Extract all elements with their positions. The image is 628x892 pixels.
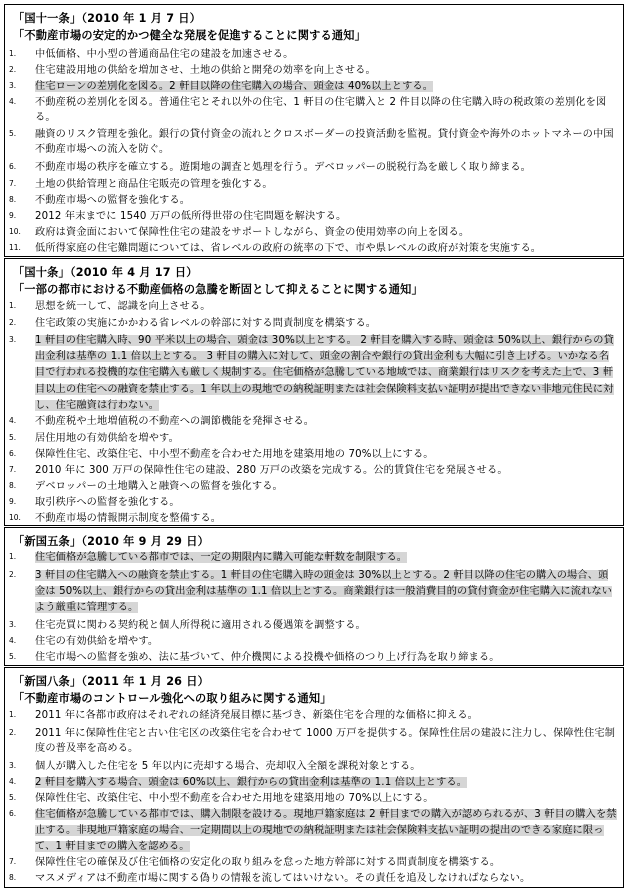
item-text-highlighted: 1 軒目の住宅購入時、90 平米以上の場合、頭金は 30%以上とする。 2 軒目を購入する時、頭金は 50%以上、銀行からの貸出金利は基準の 1.1 倍以上とする。 3 軒目の購入に対して、頭金の割合や銀行の貸出金利も大幅に引き上げる。いかなる名目で行われる投機的な住宅購入も厳しく規制する。住宅価格が急騰している地域では、商業銀行はリスクを考えた上で、3 軒目以上の住宅への融資を禁止する。1 年以上の現地での納税証明または社会保険料支払い証明が提出できない非地元住民に対し、住宅融資は行わない。 xyxy=(35,335,614,411)
item-number: 5. xyxy=(9,793,17,802)
item-number: 2. xyxy=(9,65,17,74)
item-text: 不動産税や土地増値税の不動産への調節機能を発揮させる。 xyxy=(35,416,315,427)
item-number: 10. xyxy=(9,513,21,522)
item-number: 6. xyxy=(9,449,17,458)
item-text: 2011 年に保障性住宅と古い住宅区の改築住宅を合わせて 1000 万戸を提供する。保障性住居の建設に注力し、保障性住宅制度の普及率を高める。 xyxy=(35,728,616,755)
item-number: 5. xyxy=(9,433,17,442)
item-text: 低所得家庭の住宅難問題については、省レベルの政府の統率の下で、市や県レベルの政府が対策を実施する。 xyxy=(35,243,542,254)
item-number: 7. xyxy=(9,857,17,866)
item-number: 5. xyxy=(9,129,17,138)
list-item xyxy=(9,47,617,62)
list-item xyxy=(9,95,617,126)
item-number: 4. xyxy=(9,777,17,786)
item-text: 不動産市場の情報開示制度を整備する。 xyxy=(35,513,222,524)
policy-box-xin-guo-wu-tiao xyxy=(4,527,624,666)
item-number: 8. xyxy=(9,481,17,490)
list-item xyxy=(9,495,617,510)
item-text: 住宅建設用地の供給を増加させ、土地の供給と開発の効率を向上させる。 xyxy=(35,65,376,76)
item-number: 9. xyxy=(9,211,17,220)
item-number: 8. xyxy=(9,873,17,882)
list-item xyxy=(9,127,617,158)
list-item xyxy=(9,791,617,806)
item-text-highlighted: 住宅価格が急騰している都市では、購入制限を設ける。現地戸籍家庭は 2 軒目までの購入が認められるが、3 軒目の購入を禁止する。非現地戸籍家庭の場合、一定期間以上の現地での納税証明または社会保険料支払い証明の提出のできる家庭に限って、1 軒目までの購入を認める。 xyxy=(35,809,617,852)
list-item xyxy=(9,650,617,665)
list-item xyxy=(9,871,617,886)
item-text: 政府は資金面において保障性住宅の建設をサポートしながら、資金の使用効率の向上を図る。 xyxy=(35,227,470,238)
list-item xyxy=(9,726,617,757)
item-text: 住宅売買に関わる契約税と個人所得税に適用される優遇策を調整する。 xyxy=(35,620,366,631)
list-item xyxy=(9,431,617,446)
item-text: 2012 年末までに 1540 万戸の低所得世帯の住宅問題を解決する。 xyxy=(35,211,347,222)
item-number: 8. xyxy=(9,195,17,204)
item-number: 4. xyxy=(9,416,17,425)
list-item xyxy=(9,479,617,494)
item-text-highlighted: 住宅ローンの差別化を図る。2 軒目以降の住宅購入の場合、頭金は 40%以上とする。 xyxy=(35,81,434,92)
list-item xyxy=(9,855,617,870)
policy-box-guo-shiyi-tiao xyxy=(4,4,624,257)
list-item xyxy=(9,634,617,649)
item-text-highlighted: 3 軒目の住宅購入への融資を禁止する。1 軒目の住宅購入時の頭金は 30%以上とする。2 軒目以降の住宅の購入の場合、頭金は 50%以上、銀行からの貸出金利は基準の 1.1 倍以上とする。商業銀行は一般消費目的の貸付資金が住宅購入に流れないよう厳重に管理する。 xyxy=(35,570,613,614)
list-item xyxy=(9,63,617,78)
list-item xyxy=(9,160,617,175)
list-item xyxy=(9,333,617,414)
list-item xyxy=(9,807,617,855)
item-number: 1. xyxy=(9,301,17,310)
list-item xyxy=(9,299,617,314)
list-item xyxy=(9,463,617,478)
item-number: 1. xyxy=(9,552,17,561)
policy-tag: 「国十条」（2010 年 4 月 17 日） xyxy=(13,266,198,279)
item-text: 2011 年に各都市政府はそれぞれの経済発展目標に基づき、新築住宅を合理的な価格に抑える。 xyxy=(35,710,479,721)
item-number: 9. xyxy=(9,497,17,506)
item-number: 4. xyxy=(9,97,17,106)
policy-title: 「不動産市場の安定的かつ健全な発展を促進することに関する通知」 xyxy=(13,29,367,42)
policy-box-xin-guo-ba-tiao xyxy=(4,667,624,888)
item-number: 7. xyxy=(9,179,17,188)
item-number: 3. xyxy=(9,761,17,770)
list-item xyxy=(9,775,617,790)
item-number: 1. xyxy=(9,49,17,58)
item-number: 3. xyxy=(9,335,17,344)
item-text-highlighted: 2 軒目を購入する場合、頭金は 60%以上、銀行からの貸出金利は基準の 1.1 倍以上とする。 xyxy=(35,777,468,788)
item-text: 保障性住宅の確保及び住宅価格の安定化の取り組みを怠った地方幹部に対する問責制度を構築する。 xyxy=(35,857,501,868)
item-text: 土地の供給管理と商品住宅販売の管理を強化する。 xyxy=(35,179,273,190)
policy-tag: 「国十一条」（2010 年 1 月 7 日） xyxy=(13,12,202,25)
item-text: マスメディアは不動産市場に関する偽りの情報を流してはいけない。その責任を追及しなければならない。 xyxy=(35,873,531,884)
list-item xyxy=(9,708,617,723)
item-number: 3. xyxy=(9,81,17,90)
policy-title: 「一部の都市における不動産価格の急騰を断固として抑えることに関する通知」 xyxy=(13,283,423,296)
item-text: 不動産市場の秩序を確立する。遊閑地の調査と処理を行う。デベロッパーの脱税行為を厳しく取り締まる。 xyxy=(35,162,531,173)
list-item xyxy=(9,511,617,526)
item-number: 10. xyxy=(9,227,21,236)
item-text: 個人が購入した住宅を 5 年以内に売却する場合、売却収入全額を課税対象とする。 xyxy=(35,761,421,772)
list-item xyxy=(9,209,617,224)
item-text: 住宅政策の実施にかかわる省レベルの幹部に対する問責制度を構築する。 xyxy=(35,318,377,329)
item-text: 中低価格、中小型の普通商品住宅の建設を加速させる。 xyxy=(35,49,294,60)
item-number: 5. xyxy=(9,652,17,661)
item-number: 7. xyxy=(9,465,17,474)
item-text: 居住用地の有効供給を増やす。 xyxy=(35,433,179,444)
list-item xyxy=(9,568,617,617)
list-item xyxy=(9,447,617,462)
item-text: 不動産市場への監督を強化する。 xyxy=(35,195,191,206)
item-number: 2. xyxy=(9,728,17,737)
list-item xyxy=(9,79,617,94)
list-item xyxy=(9,193,617,208)
item-number: 2. xyxy=(9,318,17,327)
item-number: 6. xyxy=(9,162,17,171)
item-text-highlighted: 住宅価格が急騰している都市では、一定の期限内に購入可能な軒数を制限する。 xyxy=(35,552,408,563)
list-item xyxy=(9,225,617,240)
item-text: 取引秩序への監督を強化する。 xyxy=(35,497,180,508)
item-text: 不動産税の差別化を図る。普通住宅とそれ以外の住宅、1 軒目の住宅購入と 2 件目以降の住宅購入時の税政策の差別化を図る。 xyxy=(35,97,607,124)
item-number: 3. xyxy=(9,620,17,629)
item-number: 11. xyxy=(9,243,21,252)
item-text: 融資のリスク管理を強化。銀行の貸付資金の流れとクロスボーダーの投資活動を監視。貸付資金や海外のホットマネーの中国不動産市場への流入を防ぐ。 xyxy=(35,129,614,156)
list-item xyxy=(9,177,617,192)
item-text: 住宅の有効供給を増やす。 xyxy=(35,636,159,647)
item-number: 4. xyxy=(9,636,17,645)
item-text: デベロッパーの土地購入と融資への監督を強化する。 xyxy=(35,481,283,492)
policy-tag: 「新国五条」（2010 年 9 月 29 日） xyxy=(13,535,210,548)
item-number: 2. xyxy=(9,570,17,579)
item-text: 保障性住宅、改築住宅、中小型不動産を合わせた用地を建築用地の 70%以上にする。 xyxy=(35,449,434,460)
item-text: 思想を統一して、認識を向上させる。 xyxy=(35,301,211,312)
policy-box-guo-shi-tiao xyxy=(4,258,624,526)
list-item xyxy=(9,550,617,565)
list-item xyxy=(9,241,617,256)
list-item xyxy=(9,316,617,331)
item-text: 住宅市場への監督を強め、法に基づいて、仲介機関による投機や価格のつり上げ行為を取り締まる。 xyxy=(35,652,500,663)
list-item xyxy=(9,618,617,633)
item-number: 1. xyxy=(9,710,17,719)
list-item xyxy=(9,414,617,429)
policy-tag: 「新国八条」（2011 年 1 月 26 日） xyxy=(13,675,210,688)
item-text: 2010 年に 300 万戸の保障性住宅の建設、280 万戸の改築を完成する。公的賃貸住宅を発展させる。 xyxy=(35,465,508,476)
policy-title: 「不動産市場のコントロール強化への取り組みに関する通知」 xyxy=(13,692,332,705)
list-item xyxy=(9,759,617,774)
item-text: 保障性住宅、改築住宅、中小型不動産を合わせた用地を建築用地の 70%以上にする。 xyxy=(35,793,434,804)
item-number: 6. xyxy=(9,809,17,818)
